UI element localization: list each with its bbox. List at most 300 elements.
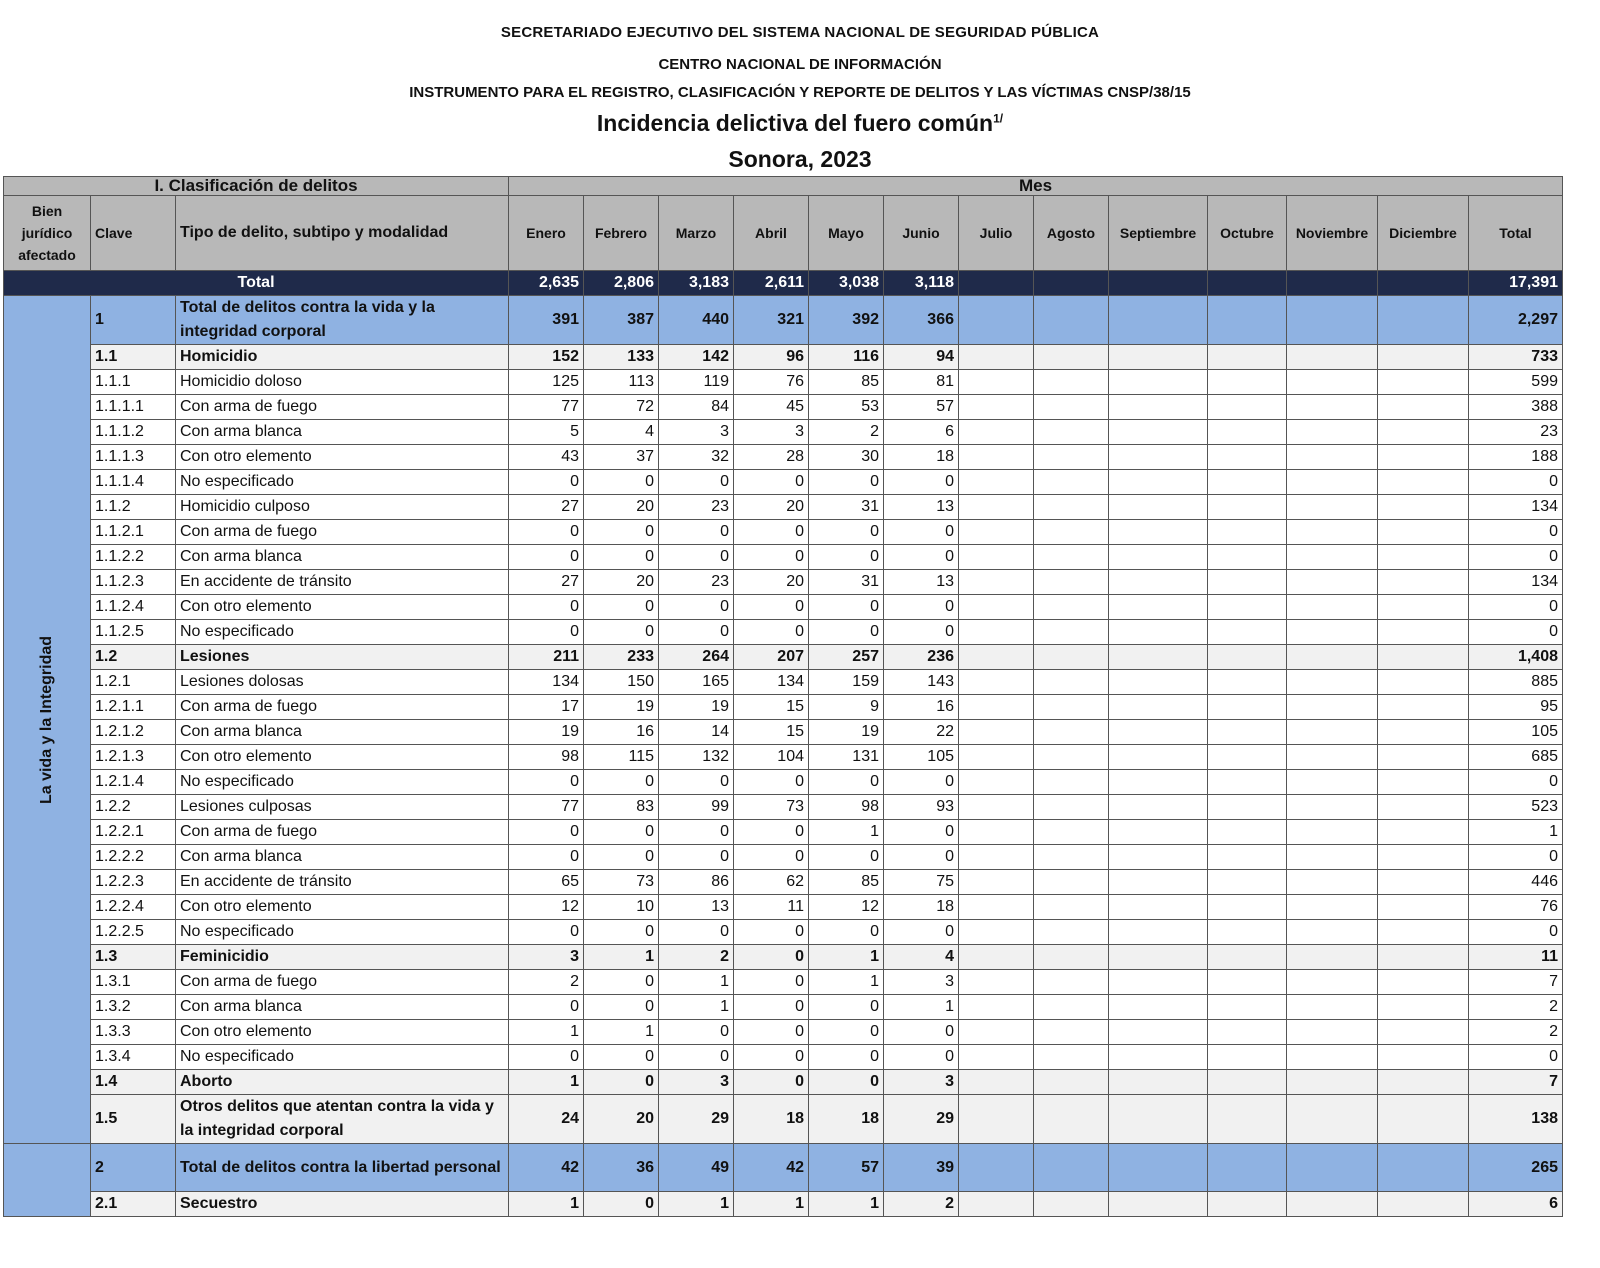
row-month-empty (1034, 445, 1109, 470)
row-month-value: 12 (509, 895, 584, 920)
row-tipo: No especificado (176, 770, 509, 795)
row-month-empty (1109, 395, 1208, 420)
row-month-value: 0 (884, 1020, 959, 1045)
row-month-empty (1378, 720, 1469, 745)
row-month-value: 12 (809, 895, 884, 920)
row-month-empty (1287, 795, 1378, 820)
row-month-empty (1034, 296, 1109, 345)
row-month-empty (1208, 1020, 1287, 1045)
row-month-empty (959, 296, 1034, 345)
row-month-value: 18 (734, 1095, 809, 1144)
row-month-empty (1109, 920, 1208, 945)
row-total-value: 134 (1469, 570, 1563, 595)
row-month-empty (1109, 420, 1208, 445)
row-month-empty (1378, 795, 1469, 820)
row-month-empty (1378, 1095, 1469, 1144)
row-tipo: Con otro elemento (176, 595, 509, 620)
row-month-value: 0 (509, 845, 584, 870)
row-month-empty (1378, 670, 1469, 695)
row-month-empty (1109, 1192, 1208, 1217)
row-month-value: 0 (884, 820, 959, 845)
document-title (0, 110, 1600, 137)
row-month-empty (1208, 870, 1287, 895)
row-month-empty (1287, 1144, 1378, 1192)
row-total-value: 1 (1469, 820, 1563, 845)
row-month-value: 0 (809, 595, 884, 620)
row-tipo: Con arma blanca (176, 995, 509, 1020)
row-month-value: 73 (734, 795, 809, 820)
row-month-value: 0 (584, 1070, 659, 1095)
row-month-value: 0 (884, 845, 959, 870)
row-month-value: 165 (659, 670, 734, 695)
table-row (4, 945, 1563, 970)
row-month-empty (1208, 820, 1287, 845)
row-month-empty (1287, 595, 1378, 620)
row-month-value: 62 (734, 870, 809, 895)
row-month-empty (1034, 620, 1109, 645)
row-clave: 1.1.2.4 (91, 595, 176, 620)
row-month-value: 0 (509, 995, 584, 1020)
row-month-value: 133 (584, 345, 659, 370)
row-tipo: Lesiones dolosas (176, 670, 509, 695)
row-month-value: 0 (809, 995, 884, 1020)
row-tipo: Otros delitos que atentan contra la vida y la integridad corporal (176, 1095, 509, 1144)
row-month-empty (959, 720, 1034, 745)
table-row (4, 620, 1563, 645)
row-month-value: 0 (884, 920, 959, 945)
row-clave: 1.1 (91, 345, 176, 370)
row-total-value: 2,297 (1469, 296, 1563, 345)
row-month-empty (1208, 770, 1287, 795)
row-month-value: 0 (809, 1045, 884, 1070)
row-month-value: 27 (509, 570, 584, 595)
row-month-empty (1208, 520, 1287, 545)
row-clave: 1.3.1 (91, 970, 176, 995)
table-row (4, 1045, 1563, 1070)
row-month-value: 85 (809, 870, 884, 895)
row-tipo: Con otro elemento (176, 445, 509, 470)
row-tipo: En accidente de tránsito (176, 570, 509, 595)
row-month-value: 11 (734, 895, 809, 920)
row-clave: 1.1.1.2 (91, 420, 176, 445)
row-month-empty (1109, 645, 1208, 670)
row-total-value: 76 (1469, 895, 1563, 920)
row-month-empty (1208, 945, 1287, 970)
row-month-value: 391 (509, 296, 584, 345)
row-month-value: 39 (884, 1144, 959, 1192)
row-month-value: 0 (734, 595, 809, 620)
row-month-empty (1208, 495, 1287, 520)
row-month-value: 0 (659, 845, 734, 870)
total-month-value (1208, 271, 1287, 296)
row-month-empty (1034, 345, 1109, 370)
table-row (4, 345, 1563, 370)
header-line-1: SECRETARIADO EJECUTIVO DEL SISTEMA NACIONAL DE SEGURIDAD PÚBLICA (500, 24, 1100, 41)
row-month-value: 0 (884, 470, 959, 495)
row-total-value: 446 (1469, 870, 1563, 895)
row-month-value: 13 (884, 495, 959, 520)
row-month-value: 0 (509, 620, 584, 645)
group-header-clasificacion: I. Clasificación de delitos (4, 177, 509, 196)
row-clave: 1.1.1.4 (91, 470, 176, 495)
row-month-value: 0 (659, 620, 734, 645)
col-header-month: Abril (734, 196, 809, 271)
row-month-empty (1034, 820, 1109, 845)
row-month-empty (1208, 296, 1287, 345)
row-clave: 1.2.1 (91, 670, 176, 695)
table-row (4, 645, 1563, 670)
table-row (4, 770, 1563, 795)
row-total-value: 2 (1469, 995, 1563, 1020)
row-month-empty (1378, 1045, 1469, 1070)
row-total-value: 7 (1469, 970, 1563, 995)
row-month-value: 0 (809, 1070, 884, 1095)
row-month-value: 27 (509, 495, 584, 520)
row-month-value: 115 (584, 745, 659, 770)
row-month-empty (1034, 1095, 1109, 1144)
row-month-empty (1208, 670, 1287, 695)
table-row (4, 1020, 1563, 1045)
row-month-empty (1378, 595, 1469, 620)
title-text: Incidencia delictiva del fuero común (596, 110, 994, 136)
row-month-value: 43 (509, 445, 584, 470)
row-month-value: 264 (659, 645, 734, 670)
table-row (4, 520, 1563, 545)
row-month-value: 392 (809, 296, 884, 345)
total-month-value: 3,183 (659, 271, 734, 296)
row-month-empty (1109, 296, 1208, 345)
row-month-value: 28 (734, 445, 809, 470)
row-month-value: 5 (509, 420, 584, 445)
row-month-empty (959, 745, 1034, 770)
row-month-empty (1378, 370, 1469, 395)
total-month-value: 2,611 (734, 271, 809, 296)
col-header-month: Noviembre (1287, 196, 1378, 271)
row-month-value: 1 (584, 1020, 659, 1045)
row-month-empty (1287, 820, 1378, 845)
row-month-value: 31 (809, 495, 884, 520)
row-total-value: 0 (1469, 1045, 1563, 1070)
row-month-empty (1208, 420, 1287, 445)
row-month-empty (1208, 1095, 1287, 1144)
row-tipo: Total de delitos contra la vida y la integridad corporal (176, 296, 509, 345)
row-total-value: 599 (1469, 370, 1563, 395)
row-month-value: 72 (584, 395, 659, 420)
row-month-empty (1208, 695, 1287, 720)
row-month-value: 0 (734, 470, 809, 495)
row-month-value: 19 (509, 720, 584, 745)
table-row (4, 1192, 1563, 1217)
total-sum-value: 17,391 (1469, 271, 1563, 296)
row-month-value: 0 (884, 1045, 959, 1070)
row-month-value: 3 (884, 970, 959, 995)
row-month-value: 0 (584, 470, 659, 495)
row-month-empty (1208, 645, 1287, 670)
table-row (4, 1144, 1563, 1192)
row-month-empty (1034, 870, 1109, 895)
row-month-value: 0 (584, 620, 659, 645)
row-month-empty (1034, 920, 1109, 945)
row-month-empty (1208, 620, 1287, 645)
row-clave: 1.4 (91, 1070, 176, 1095)
row-month-empty (959, 995, 1034, 1020)
row-month-value: 0 (734, 620, 809, 645)
row-month-value: 15 (734, 720, 809, 745)
row-month-value: 0 (659, 545, 734, 570)
row-month-empty (959, 945, 1034, 970)
row-month-value: 0 (584, 770, 659, 795)
row-total-value: 138 (1469, 1095, 1563, 1144)
row-tipo: Con otro elemento (176, 745, 509, 770)
row-month-empty (1034, 695, 1109, 720)
row-month-value: 131 (809, 745, 884, 770)
row-month-value: 14 (659, 720, 734, 745)
row-month-empty (1034, 770, 1109, 795)
row-month-value: 119 (659, 370, 734, 395)
row-month-empty (1287, 745, 1378, 770)
row-clave: 1.2.2.2 (91, 845, 176, 870)
row-clave: 1.2.1.4 (91, 770, 176, 795)
row-month-empty (1287, 645, 1378, 670)
row-month-value: 75 (884, 870, 959, 895)
row-month-empty (959, 845, 1034, 870)
row-month-value: 1 (509, 1192, 584, 1217)
total-month-value: 2,635 (509, 271, 584, 296)
row-clave: 1.3.2 (91, 995, 176, 1020)
row-month-empty (1208, 995, 1287, 1020)
row-month-empty (1287, 945, 1378, 970)
row-month-value: 86 (659, 870, 734, 895)
row-clave: 1.2.2.4 (91, 895, 176, 920)
row-month-empty (1378, 1144, 1469, 1192)
row-month-value: 1 (809, 820, 884, 845)
row-month-value: 159 (809, 670, 884, 695)
row-month-value: 65 (509, 870, 584, 895)
row-clave: 1.1.2 (91, 495, 176, 520)
row-month-value: 0 (584, 520, 659, 545)
header-line-2: CENTRO NACIONAL DE INFORMACIÓN (658, 56, 942, 73)
row-month-value: 0 (734, 970, 809, 995)
row-total-value: 11 (1469, 945, 1563, 970)
row-month-value: 3 (509, 945, 584, 970)
row-month-empty (1034, 495, 1109, 520)
row-month-value: 0 (734, 545, 809, 570)
row-clave: 1.5 (91, 1095, 176, 1144)
row-month-empty (1208, 920, 1287, 945)
row-month-value: 18 (884, 895, 959, 920)
row-tipo: Con arma blanca (176, 720, 509, 745)
row-month-value: 29 (884, 1095, 959, 1144)
row-month-value: 0 (584, 1192, 659, 1217)
row-month-value: 77 (509, 795, 584, 820)
row-month-value: 53 (809, 395, 884, 420)
row-month-value: 0 (509, 595, 584, 620)
row-tipo: Lesiones culposas (176, 795, 509, 820)
row-tipo: Con arma de fuego (176, 395, 509, 420)
row-month-empty (1208, 1045, 1287, 1070)
row-month-empty (1034, 470, 1109, 495)
row-month-value: 3 (659, 1070, 734, 1095)
row-tipo: Con otro elemento (176, 895, 509, 920)
row-month-empty (1034, 570, 1109, 595)
row-month-value: 0 (734, 945, 809, 970)
row-month-empty (1109, 520, 1208, 545)
row-month-value: 13 (659, 895, 734, 920)
bien-juridico-cell-2 (4, 1144, 91, 1217)
row-month-empty (1034, 1045, 1109, 1070)
row-month-value: 1 (509, 1070, 584, 1095)
table-row (4, 720, 1563, 745)
row-month-empty (1109, 870, 1208, 895)
row-month-value: 0 (884, 595, 959, 620)
row-month-value: 85 (809, 370, 884, 395)
row-month-value: 0 (584, 1045, 659, 1070)
row-month-empty (1378, 645, 1469, 670)
row-month-empty (1378, 695, 1469, 720)
row-month-value: 0 (734, 1070, 809, 1095)
row-month-empty (1378, 445, 1469, 470)
row-month-value: 0 (734, 845, 809, 870)
row-month-value: 0 (659, 595, 734, 620)
row-total-value: 0 (1469, 470, 1563, 495)
row-month-value: 0 (509, 920, 584, 945)
row-month-value: 0 (734, 1020, 809, 1045)
row-month-value: 0 (884, 770, 959, 795)
table-row (4, 395, 1563, 420)
row-clave: 1.2.2.3 (91, 870, 176, 895)
row-month-empty (1208, 395, 1287, 420)
row-tipo: Con arma de fuego (176, 820, 509, 845)
row-month-empty (1287, 1095, 1378, 1144)
row-month-empty (1109, 770, 1208, 795)
row-month-empty (1378, 820, 1469, 845)
col-header-month: Diciembre (1378, 196, 1469, 271)
row-month-value: 96 (734, 345, 809, 370)
row-month-empty (1287, 1070, 1378, 1095)
group-header-mes: Mes (509, 177, 1563, 196)
row-month-value: 0 (509, 1045, 584, 1070)
col-header-bien: Bien jurídico afectado (4, 196, 91, 271)
row-month-value: 0 (659, 920, 734, 945)
row-month-empty (1109, 470, 1208, 495)
row-month-empty (1208, 1192, 1287, 1217)
row-month-empty (959, 870, 1034, 895)
table-row (4, 895, 1563, 920)
row-month-value: 31 (809, 570, 884, 595)
row-month-value: 98 (509, 745, 584, 770)
row-month-empty (1287, 895, 1378, 920)
row-month-value: 0 (584, 970, 659, 995)
row-month-value: 1 (659, 1192, 734, 1217)
row-month-empty (1287, 995, 1378, 1020)
row-month-value: 0 (884, 620, 959, 645)
col-header-month: Septiembre (1109, 196, 1208, 271)
row-month-value: 84 (659, 395, 734, 420)
row-month-value: 1 (584, 945, 659, 970)
row-tipo: Total de delitos contra la libertad personal (176, 1144, 509, 1192)
row-month-empty (1287, 395, 1378, 420)
row-clave: 1.2.2 (91, 795, 176, 820)
table-row (4, 920, 1563, 945)
row-month-value: 105 (884, 745, 959, 770)
col-header-tipo: Tipo de delito, subtipo y modalidad (176, 196, 509, 271)
row-month-value: 132 (659, 745, 734, 770)
table-row (4, 870, 1563, 895)
row-month-empty (959, 1020, 1034, 1045)
row-month-empty (1378, 520, 1469, 545)
row-month-empty (1287, 570, 1378, 595)
row-clave: 2.1 (91, 1192, 176, 1217)
row-month-value: 1 (734, 1192, 809, 1217)
row-month-empty (1109, 445, 1208, 470)
row-month-empty (1208, 470, 1287, 495)
row-month-empty (959, 920, 1034, 945)
row-month-empty (1034, 520, 1109, 545)
row-tipo: Homicidio culposo (176, 495, 509, 520)
row-month-empty (1109, 670, 1208, 695)
table-row (4, 545, 1563, 570)
row-tipo: No especificado (176, 620, 509, 645)
row-month-value: 9 (809, 695, 884, 720)
row-month-value: 29 (659, 1095, 734, 1144)
row-month-empty (1378, 845, 1469, 870)
row-month-empty (959, 470, 1034, 495)
row-month-empty (1287, 1192, 1378, 1217)
row-month-value: 4 (584, 420, 659, 445)
row-total-value: 23 (1469, 420, 1563, 445)
row-total-value: 2 (1469, 1020, 1563, 1045)
row-month-value: 30 (809, 445, 884, 470)
row-month-empty (959, 545, 1034, 570)
row-month-empty (1378, 470, 1469, 495)
table-row (4, 820, 1563, 845)
row-month-empty (959, 1095, 1034, 1144)
row-month-value: 42 (509, 1144, 584, 1192)
row-total-value: 0 (1469, 920, 1563, 945)
row-month-empty (1109, 895, 1208, 920)
row-month-empty (1034, 595, 1109, 620)
row-month-empty (1034, 645, 1109, 670)
row-tipo: En accidente de tránsito (176, 870, 509, 895)
row-month-empty (959, 595, 1034, 620)
row-month-value: 2 (884, 1192, 959, 1217)
row-month-empty (1287, 920, 1378, 945)
row-month-empty (1378, 995, 1469, 1020)
row-clave: 1.2 (91, 645, 176, 670)
row-month-value: 207 (734, 645, 809, 670)
row-month-empty (1109, 1045, 1208, 1070)
row-total-value: 0 (1469, 770, 1563, 795)
row-month-empty (1378, 770, 1469, 795)
row-month-value: 257 (809, 645, 884, 670)
row-month-value: 0 (584, 545, 659, 570)
row-month-value: 16 (884, 695, 959, 720)
table-row (4, 970, 1563, 995)
row-month-value: 0 (659, 1020, 734, 1045)
row-month-value: 0 (809, 520, 884, 545)
row-total-value: 265 (1469, 1144, 1563, 1192)
row-month-value: 0 (659, 520, 734, 545)
total-row-label: Total (4, 271, 509, 296)
row-total-value: 0 (1469, 520, 1563, 545)
row-month-value: 0 (509, 520, 584, 545)
row-month-empty (1109, 970, 1208, 995)
row-month-value: 0 (659, 770, 734, 795)
row-clave: 1.2.1.2 (91, 720, 176, 745)
row-month-value: 1 (659, 970, 734, 995)
row-month-value: 76 (734, 370, 809, 395)
row-month-value: 143 (884, 670, 959, 695)
